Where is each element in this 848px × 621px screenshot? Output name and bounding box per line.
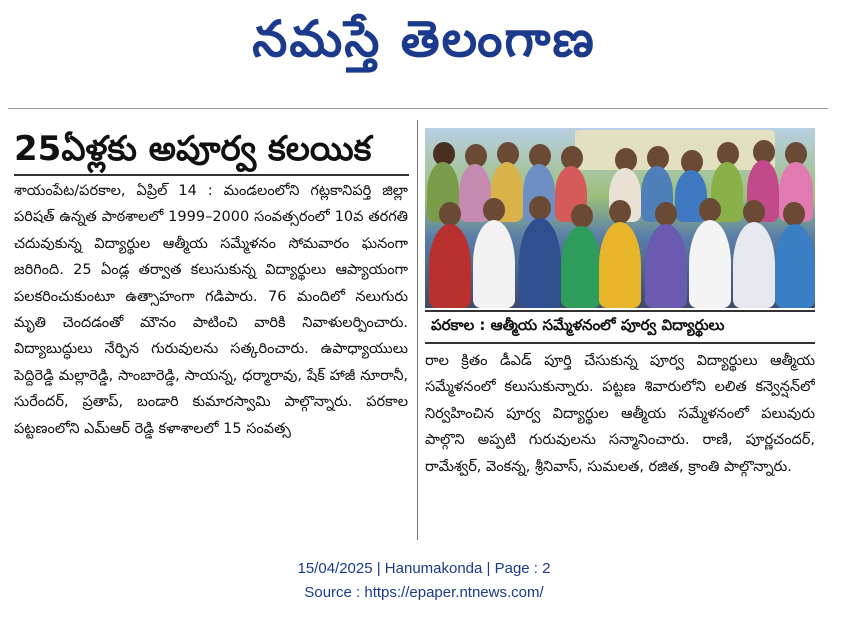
headline-underline [14,174,409,176]
reunion-photo [425,128,815,308]
cropped-top-strip [8,96,828,109]
person [529,196,551,220]
person [655,202,677,226]
person [429,224,471,308]
photo-caption-bar [425,310,815,344]
source-link[interactable]: Source : https://epaper.ntnews.com/ [304,584,544,601]
person [743,200,765,224]
article-right-column: రాల క్రితం డీఎడ్ పూర్తి చేసుకున్న పూర్వ విద్యార్థులు ఆత్మీయ సమ్మేళనంలో కలుసుకున్నారు. పట్టణ శివారులోని లలిత కన్వెన్షన్‌లో నిర్వహించిన పూర్వ విద్యార్థుల ఆత్మీయ సమ్మేళనంలో పలువురు పాల్గొని అప్పటి గురువులను సన్మానించారు. రాణి, పూర్ణచందర్, రామేశ్వర్, వెంకన్న, శ్రీనివాస్, సుమలత, రజిత, క్రాంతి పాల్గొన్నారు. [425,353,815,475]
person [699,198,721,222]
person [783,202,805,226]
person [519,218,561,308]
person [609,200,631,224]
person [439,202,461,226]
article-left-column: శాయంపేట/పరకాల, ఏప్రిల్ 14 : మండలంలోని గట్లకానిపర్తి జిల్లా పరిషత్ ఉన్నత పాఠశాలలో 1999–2000 సంవత్సరంలో 10వ తరగతి చదువుకున్న విద్యార్థుల ఆత్మీయ సమ్మేళనం సోమవారం ఘనంగా జరిగింది. 25 ఏండ్ల తర్వాత కలుసుకున్న విద్యార్థులు ఆప్యాయంగా పలకరించుకుంటూ ఉత్సాహంగా గడిపారు. 76 మందిలో నలుగురు మృతి చెందడంతో మౌనం పాటించి వారికి నివాళులర్పించారు. విద్యాబుద్ధులు నేర్పిన గురువులను సత్కరించారు. ఉపాధ్యాయులు పెద్దిరెడ్డి మల్లారెడ్డి, సాంబారెడ్డి, సాయన్న, ధర్మారావు, షేక్ హాజీ నూరానీ, సురేందర్, ప్రతాప్, బండారి కుమారస్వామి పాల్గొన్నారు. పరకాల పట్టణంలోని ఎమ్ఆర్ రెడ్డి కళాశాలలో 15 సంవత్స [14,183,408,437]
person [483,198,505,222]
photo-stage-banner [575,130,775,170]
person [571,204,593,228]
person [561,226,601,308]
newspaper-masthead [0,0,848,82]
photo-caption: పరకాల : ఆత్మీయ సమ్మేళనంలో పూర్వ విద్యార్థులు [431,316,725,334]
person [473,220,515,308]
article-clipping [8,96,828,543]
person [733,222,775,308]
person [689,220,731,308]
edition-info: 15/04/2025 | Hanumakonda | Page : 2 [297,560,551,577]
person [645,224,687,308]
column-divider [417,120,418,540]
article-headline: 25ఏళ్లకు అపూర్వ కలయిక [14,129,372,169]
person [599,222,641,308]
person [775,224,815,308]
masthead-logo: నమస్తే తెలంగాణ [252,10,596,68]
